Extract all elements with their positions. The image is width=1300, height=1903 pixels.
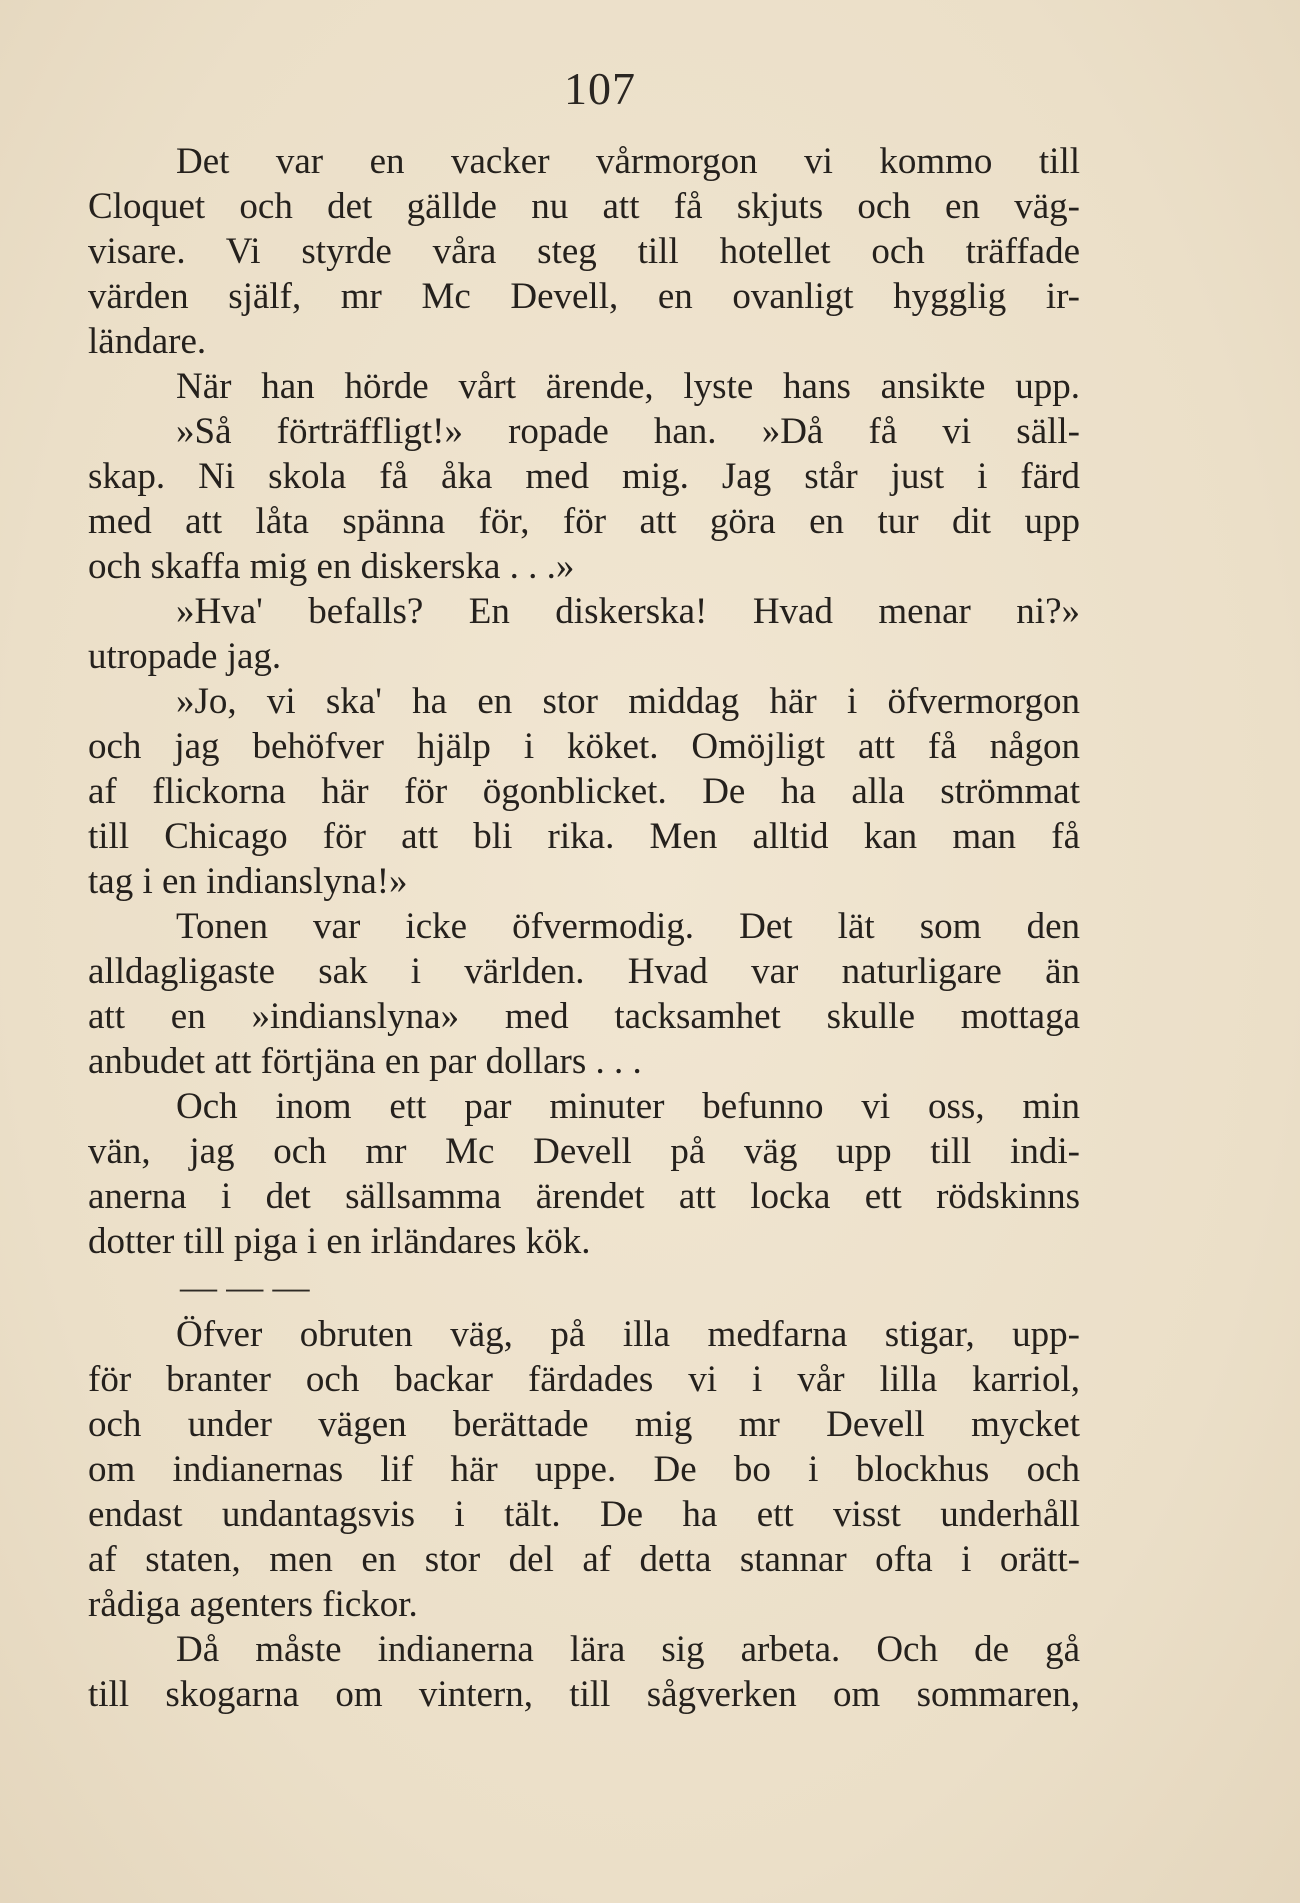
section-separator: — — — <box>180 1267 310 1308</box>
text-line: Då måste indianerna lära sig arbeta. Och de gå <box>176 1629 1080 1670</box>
text-line: skap. Ni skola få åka med mig. Jag står just i färd <box>88 456 1080 497</box>
text-line: värden själf, mr Mc Devell, en ovanligt hygglig ir- <box>88 276 1080 317</box>
text-line: visare. Vi styrde våra steg till hotellet och träffade <box>88 231 1080 272</box>
text-line: När han hörde vårt ärende, lyste hans ansikte upp. <box>176 366 1080 407</box>
text-line: vän, jag och mr Mc Devell på väg upp till indi- <box>88 1131 1080 1172</box>
text-line: med att låta spänna för, för att göra en tur dit upp <box>88 501 1080 542</box>
text-line: Och inom ett par minuter befunno vi oss, min <box>176 1086 1080 1127</box>
text-line: Cloquet och det gällde nu att få skjuts och en väg- <box>88 186 1080 227</box>
text-line: till skogarna om vintern, till sågverken om sommaren, <box>88 1674 1080 1715</box>
text-line: att en »indianslyna» med tacksamhet skulle mottaga <box>88 996 1080 1037</box>
text-line: och skaffa mig en diskerska . . .» <box>88 546 575 587</box>
text-line: anerna i det sällsamma ärendet att locka ett rödskinns <box>88 1176 1080 1217</box>
text-line: till Chicago för att bli rika. Men alltid kan man få <box>88 816 1080 857</box>
text-line: »Jo, vi ska' ha en stor middag här i öfvermorgon <box>176 681 1080 722</box>
text-line: af flickorna här för ögonblicket. De ha alla strömmat <box>88 771 1080 812</box>
text-line: tag i en indianslyna!» <box>88 861 408 902</box>
text-line: om indianernas lif här uppe. De bo i blockhus och <box>88 1449 1080 1490</box>
text-section-2 <box>88 1312 1080 1717</box>
text-line: ländare. <box>88 321 207 362</box>
text-line: Tonen var icke öfvermodig. Det lät som den <box>176 906 1080 947</box>
text-line: »Så förträffligt!» ropade han. »Då få vi säll- <box>176 411 1080 452</box>
text-line: endast undantagsvis i tält. De ha ett visst underhåll <box>88 1494 1080 1535</box>
text-line: och under vägen berättade mig mr Devell mycket <box>88 1404 1080 1445</box>
text-line: alldagligaste sak i världen. Hvad var naturligare än <box>88 951 1080 992</box>
text-line: för branter och backar färdades vi i vår lilla karriol, <box>88 1359 1080 1400</box>
text-line: och jag behöfver hjälp i köket. Omöjligt att få någon <box>88 726 1080 767</box>
text-line: rådiga agenters fickor. <box>88 1584 418 1625</box>
page-number: 107 <box>564 63 636 114</box>
text-line: anbudet att förtjäna en par dollars . . . <box>88 1041 642 1082</box>
text-section-1 <box>88 139 1080 1264</box>
body-text <box>88 139 1080 1717</box>
text-line: dotter till piga i en irländares kök. <box>88 1221 591 1262</box>
text-line: Öfver obruten väg, på illa medfarna stigar, upp- <box>176 1314 1080 1355</box>
text-line: af staten, men en stor del af detta stannar ofta i orätt- <box>88 1539 1080 1580</box>
text-line: »Hva' befalls? En diskerska! Hvad menar ni?» <box>176 591 1080 632</box>
text-line: Det var en vacker vårmorgon vi kommo till <box>176 141 1080 182</box>
text-line: utropade jag. <box>88 636 282 677</box>
